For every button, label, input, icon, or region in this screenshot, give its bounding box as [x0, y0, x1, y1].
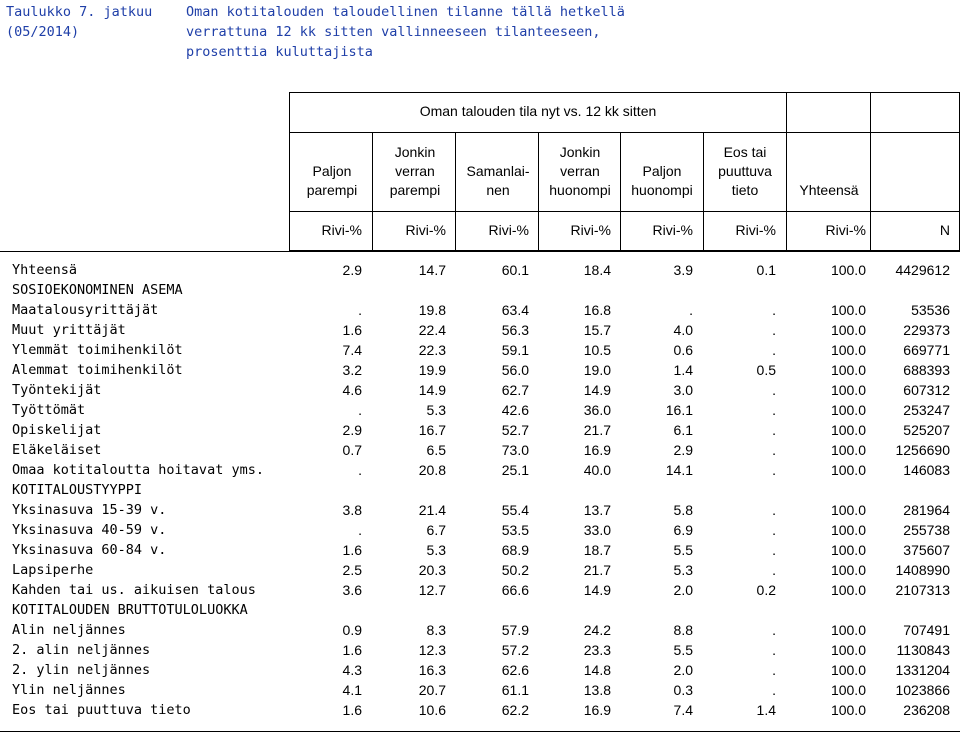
table-cell: .: [772, 562, 776, 578]
table-cell: .: [772, 402, 776, 418]
table-cell: .: [772, 622, 776, 638]
table-cell: .: [358, 302, 362, 318]
table-cell: 16.7: [418, 422, 446, 438]
table-cell: 100.0: [830, 442, 866, 458]
table-cell: 14.9: [418, 382, 446, 398]
row-label: Ylemmät toimihenkilöt: [12, 342, 183, 358]
table-cell: 1.6: [342, 322, 362, 338]
table-cell: 525207: [903, 422, 950, 438]
table-cell: 3.8: [342, 502, 362, 518]
table-cell: 4429612: [895, 262, 950, 278]
column-header: Paljon parempi: [306, 163, 358, 198]
table-cell: 3.0: [673, 382, 693, 398]
table-cell: 100.0: [830, 322, 866, 338]
table-cell: .: [772, 322, 776, 338]
table-cell: 375607: [903, 542, 950, 558]
table-number: Taulukko 7. jatkuu (05/2014): [6, 4, 153, 40]
table-cell: 1256690: [895, 442, 950, 458]
table-cell: 3.6: [342, 582, 362, 598]
table-cell: .: [358, 522, 362, 538]
table-cell: 18.4: [583, 262, 611, 278]
table-cell: .: [772, 642, 776, 658]
table-cell: 5.5: [673, 642, 693, 658]
column-unit: Rivi-%: [652, 222, 693, 238]
table-cell: 100.0: [830, 542, 866, 558]
table-cell: .: [772, 422, 776, 438]
table-cell: 13.8: [583, 682, 611, 698]
row-label: Työttömät: [12, 402, 86, 418]
table-cell: 253247: [903, 402, 950, 418]
table-cell: 14.7: [418, 262, 446, 278]
table-cell: 1331204: [895, 662, 950, 678]
table-cell: 12.3: [418, 642, 446, 658]
table-cell: 7.4: [673, 702, 693, 718]
table-cell: 53.5: [501, 522, 529, 538]
table-cell: 15.7: [583, 322, 611, 338]
table-cell: 4.1: [342, 682, 362, 698]
table-cell: 707491: [903, 622, 950, 638]
table-cell: 229373: [903, 322, 950, 338]
table-cell: 100.0: [830, 682, 866, 698]
row-label: Yhteensä: [12, 262, 78, 278]
row-label: Alin neljännes: [12, 622, 126, 638]
table-cell: 4.0: [673, 322, 693, 338]
table-cell: 0.9: [342, 622, 362, 638]
row-label: Lapsiperhe: [12, 562, 94, 578]
table-cell: 100.0: [830, 582, 866, 598]
table-cell: 33.0: [583, 522, 611, 538]
table-cell: 2.9: [342, 262, 362, 278]
table-cell: 100.0: [830, 642, 866, 658]
table-cell: 146083: [903, 462, 950, 478]
column-unit: N: [939, 222, 950, 238]
table-cell: 2.9: [342, 422, 362, 438]
table-cell: 2107313: [895, 582, 950, 598]
table-cell: 3.9: [673, 262, 693, 278]
table-cell: 24.2: [583, 622, 611, 638]
row-label: Eläkeläiset: [12, 442, 102, 458]
table-cell: 5.8: [673, 502, 693, 518]
column-unit: Rivi-%: [405, 222, 446, 238]
column-header: Jonkin verran huonompi: [549, 144, 611, 198]
table-cell: 14.1: [665, 462, 693, 478]
row-label: Yksinasuva 15-39 v.: [12, 502, 167, 518]
table-cell: 2.0: [673, 662, 693, 678]
table-cell: 100.0: [830, 362, 866, 378]
table-cell: .: [689, 302, 693, 318]
table-cell: 688393: [903, 362, 950, 378]
table-cell: .: [358, 402, 362, 418]
table-cell: 5.3: [673, 562, 693, 578]
table-cell: 1023866: [895, 682, 950, 698]
row-label: Ylin neljännes: [12, 682, 126, 698]
table-cell: 607312: [903, 382, 950, 398]
table-cell: 42.6: [501, 402, 529, 418]
table-cell: .: [772, 522, 776, 538]
table-cell: 66.6: [501, 582, 529, 598]
table-cell: 62.7: [501, 382, 529, 398]
table-cell: 2.0: [673, 582, 693, 598]
table-cell: 23.3: [583, 642, 611, 658]
table-cell: 16.9: [583, 442, 611, 458]
table-cell: 68.9: [501, 542, 529, 558]
table-cell: 0.1: [756, 262, 776, 278]
row-label: KOTITALOUSTYYPPI: [12, 482, 143, 498]
table-cell: 1408990: [895, 562, 950, 578]
table-cell: 55.4: [501, 502, 529, 518]
table-cell: 61.1: [501, 682, 529, 698]
table-cell: 20.3: [418, 562, 446, 578]
table-cell: 100.0: [830, 522, 866, 538]
rule-vertical: [870, 92, 871, 251]
table-title: Oman kotitalouden taloudellinen tilanne tällä hetkellä verrattuna 12 kk sitten vallinneeseen tilanteeseen, prosenttia kuluttajista: [186, 4, 625, 60]
table-cell: 25.1: [501, 462, 529, 478]
table-cell: 0.5: [756, 362, 776, 378]
table-cell: 2.9: [673, 442, 693, 458]
table-cell: 0.2: [756, 582, 776, 598]
table-cell: .: [772, 542, 776, 558]
table-cell: 18.7: [583, 542, 611, 558]
table-cell: 21.4: [418, 502, 446, 518]
column-header: Jonkin verran parempi: [389, 144, 441, 198]
table-cell: 53536: [911, 302, 950, 318]
table-cell: 8.8: [673, 622, 693, 638]
row-label: Alemmat toimihenkilöt: [12, 362, 183, 378]
table-cell: 56.0: [501, 362, 529, 378]
row-label: 2. alin neljännes: [12, 642, 151, 658]
table-cell: 100.0: [830, 402, 866, 418]
row-label: Yksinasuva 40-59 v.: [12, 522, 167, 538]
table-cell: .: [772, 662, 776, 678]
table-cell: 12.7: [418, 582, 446, 598]
rule-horizontal: [290, 92, 960, 93]
table-cell: 16.3: [418, 662, 446, 678]
table-cell: 281964: [903, 502, 950, 518]
table-cell: 63.4: [501, 302, 529, 318]
table-cell: 100.0: [830, 262, 866, 278]
table-cell: 6.5: [426, 442, 446, 458]
table-cell: 100.0: [830, 562, 866, 578]
table-cell: .: [772, 502, 776, 518]
column-group-title: Oman talouden tila nyt vs. 12 kk sitten: [419, 103, 657, 119]
row-label: Opiskelijat: [12, 422, 102, 438]
table-cell: 4.6: [342, 382, 362, 398]
table-cell: 73.0: [501, 442, 529, 458]
row-label: 2. ylin neljännes: [12, 662, 151, 678]
table-cell: 19.8: [418, 302, 446, 318]
table-cell: 4.3: [342, 662, 362, 678]
table-cell: 19.9: [418, 362, 446, 378]
table-cell: 22.3: [418, 342, 446, 358]
row-label: KOTITALOUDEN BRUTTOTULOLUOKKA: [12, 602, 248, 618]
column-header: Paljon huonompi: [631, 163, 693, 198]
column-header: Yhteensä: [799, 182, 859, 198]
row-label: Yksinasuva 60-84 v.: [12, 542, 167, 558]
table-cell: 10.5: [583, 342, 611, 358]
table-cell: 52.7: [501, 422, 529, 438]
table-cell: 5.3: [426, 402, 446, 418]
table-cell: 669771: [903, 342, 950, 358]
table-cell: 62.2: [501, 702, 529, 718]
row-label: Eos tai puuttuva tieto: [12, 702, 191, 718]
table-cell: 1130843: [896, 642, 950, 658]
table-cell: 16.8: [583, 302, 611, 318]
column-unit: Rivi-%: [570, 222, 611, 238]
table-cell: .: [772, 442, 776, 458]
row-label: SOSIOEKONOMINEN ASEMA: [12, 282, 183, 298]
table-cell: 14.9: [583, 582, 611, 598]
table-cell: 14.9: [583, 382, 611, 398]
table-cell: 36.0: [583, 402, 611, 418]
table-cell: 0.3: [673, 682, 693, 698]
rule-horizontal: [290, 132, 960, 133]
table-cell: 8.3: [426, 622, 446, 638]
table-cell: 57.9: [501, 622, 529, 638]
column-unit: Rivi-%: [735, 222, 776, 238]
table-cell: 19.0: [583, 362, 611, 378]
column-unit: Rivi-%: [488, 222, 529, 238]
table-cell: 20.7: [418, 682, 446, 698]
table-cell: 59.1: [501, 342, 529, 358]
table-cell: 56.3: [501, 322, 529, 338]
table-cell: 62.6: [501, 662, 529, 678]
table-cell: .: [772, 302, 776, 318]
column-unit: Rivi-%: [825, 222, 866, 238]
table-cell: 1.6: [342, 642, 362, 658]
table-cell: .: [772, 682, 776, 698]
rule-horizontal: [0, 251, 960, 252]
table-cell: 16.1: [665, 402, 693, 418]
table-cell: 100.0: [830, 462, 866, 478]
table-cell: 236208: [903, 702, 950, 718]
row-label: Muut yrittäjät: [12, 322, 126, 338]
row-label: Maatalousyrittäjät: [12, 302, 159, 318]
table-cell: 100.0: [830, 382, 866, 398]
row-label: Työntekijät: [12, 382, 102, 398]
table-cell: 100.0: [830, 662, 866, 678]
table-cell: 60.1: [501, 262, 529, 278]
table-cell: 16.9: [583, 702, 611, 718]
table-cell: 20.8: [418, 462, 446, 478]
table-cell: 50.2: [501, 562, 529, 578]
table-cell: 100.0: [830, 502, 866, 518]
table-cell: .: [772, 382, 776, 398]
rule-horizontal: [290, 211, 960, 212]
table-cell: 1.4: [673, 362, 693, 378]
table-cell: 7.4: [342, 342, 362, 358]
table-cell: 57.2: [501, 642, 529, 658]
table-cell: 1.6: [342, 542, 362, 558]
table-cell: 1.6: [342, 702, 362, 718]
table-cell: 13.7: [583, 502, 611, 518]
table-cell: 10.6: [418, 702, 446, 718]
table-cell: 40.0: [583, 462, 611, 478]
table-cell: 100.0: [830, 302, 866, 318]
table-cell: 21.7: [583, 422, 611, 438]
table-cell: 100.0: [830, 342, 866, 358]
table-cell: 255738: [903, 522, 950, 538]
table-cell: 5.3: [426, 542, 446, 558]
table-cell: 6.9: [673, 522, 693, 538]
table-cell: 0.6: [673, 342, 693, 358]
table-cell: 3.2: [342, 362, 362, 378]
table-cell: 6.1: [673, 422, 693, 438]
table-cell: .: [358, 462, 362, 478]
table-cell: 5.5: [673, 542, 693, 558]
table-cell: 100.0: [830, 422, 866, 438]
table-cell: 1.4: [756, 702, 776, 718]
table-cell: 100.0: [830, 702, 866, 718]
table-cell: 6.7: [426, 522, 446, 538]
table-cell: 100.0: [830, 622, 866, 638]
table-cell: 0.7: [342, 442, 362, 458]
table-cell: 14.8: [583, 662, 611, 678]
table-cell: 2.5: [342, 562, 362, 578]
row-label: Omaa kotitaloutta hoitavat yms.: [12, 462, 264, 478]
row-label: Kahden tai us. aikuisen talous: [12, 582, 256, 598]
table-cell: .: [772, 342, 776, 358]
table-cell: .: [772, 462, 776, 478]
column-unit: Rivi-%: [321, 222, 362, 238]
column-header: Eos tai puuttuva tieto: [718, 144, 772, 198]
table-cell: 21.7: [583, 562, 611, 578]
column-header: Samanlai- nen: [466, 163, 530, 198]
table-cell: 22.4: [418, 322, 446, 338]
